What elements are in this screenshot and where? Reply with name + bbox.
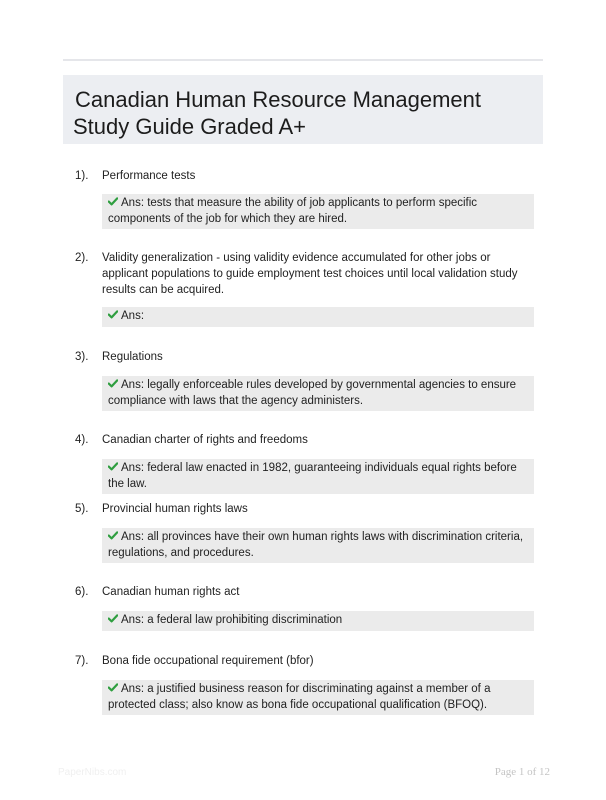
answer-text: Ans: tests that measure the ability of job applicants to perform specific components of the job for which they are hired. [108, 197, 478, 225]
answer-text: Ans: legally enforceable rules developed by governmental agencies to ensure compliance with laws that the agency administers. [108, 379, 517, 407]
check-icon [108, 531, 118, 540]
question-text: Performance tests [102, 170, 196, 182]
question-text: Canadian charter of rights and freedoms [102, 434, 308, 446]
question-number: 3). [75, 351, 89, 363]
check-icon [108, 310, 118, 319]
answer-box [102, 611, 534, 631]
answer-box [102, 459, 534, 494]
answer-text: Ans: [121, 310, 145, 322]
question-text: Validity generalization - using validity evidence accumulated for other jobs or applicant populations to guide employment test choices until local validation study results can be acquired. [102, 252, 518, 296]
answer-box [102, 194, 534, 229]
document-title: Canadian Human Resource Management Study Guide Graded A+ [73, 87, 482, 139]
question-number: 1). [75, 170, 89, 182]
answer-box [102, 376, 534, 411]
question-number: 2). [75, 252, 89, 264]
question-number: 7). [75, 655, 89, 667]
answer-text: Ans: a justified business reason for discriminating against a member of a protected class; also know as bona fide occupational qualification (BFOQ). [108, 683, 491, 711]
answer-box [102, 307, 534, 327]
check-icon [108, 462, 118, 471]
check-icon [108, 197, 118, 206]
answer-box [102, 680, 534, 715]
answer-text: Ans: a federal law prohibiting discrimination [121, 614, 343, 626]
question-text: Provincial human rights laws [102, 503, 248, 515]
answer-text: Ans: all provinces have their own human rights laws with discrimination criteria, regulations, and procedures. [108, 531, 524, 559]
check-icon [108, 683, 118, 692]
check-icon [108, 614, 118, 623]
top-divider [63, 59, 543, 61]
answer-text: Ans: federal law enacted in 1982, guaranteeing individuals equal rights before the law. [108, 462, 517, 490]
footer-watermark: PaperNibs.com [58, 767, 127, 778]
question-number: 4). [75, 434, 89, 446]
answer-box [102, 528, 534, 563]
question-text: Bona fide occupational requirement (bfor) [102, 655, 314, 667]
check-icon [108, 379, 118, 388]
page-indicator: Page 1 of 12 [494, 766, 550, 778]
question-number: 5). [75, 503, 89, 515]
question-text: Canadian human rights act [102, 586, 240, 598]
title-banner [63, 75, 543, 144]
question-text: Regulations [102, 351, 163, 363]
question-number: 6). [75, 586, 89, 598]
